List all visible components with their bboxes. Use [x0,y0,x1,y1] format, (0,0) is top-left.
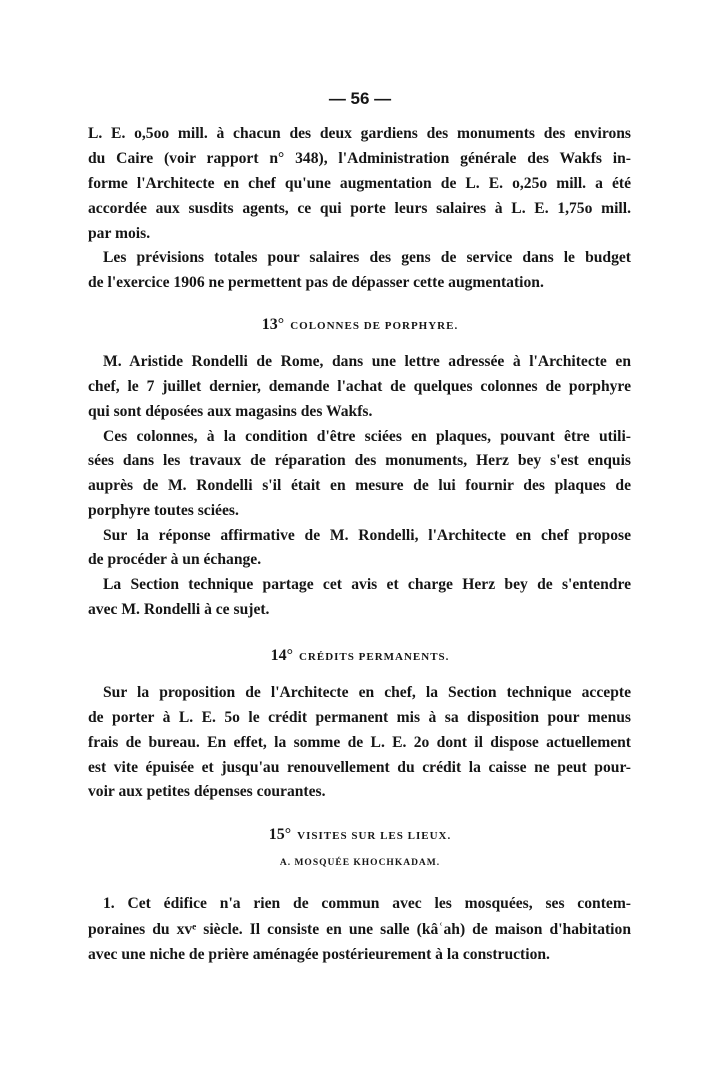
subsection-heading: A. MOSQUÉE KHOCHKADAM. [279,858,441,868]
text-line: qui sont déposées aux magasins des Wakfs. [88,403,373,420]
section-heading [0,826,720,844]
text-line: Ces colonnes, à la condition d'être sciées en plaques, pouvant être utili- [103,428,631,445]
text-line: voir aux petites dépenses courantes. [88,783,326,800]
text-line: Sur la proposition de l'Architecte en chef, la Section technique accepte [103,684,631,701]
text-line: M. Aristide Rondelli de Rome, dans une lettre adressée à l'Architecte en [103,353,631,370]
section-number: 15° [268,826,292,843]
text-line: porphyre toutes sciées. [88,502,239,519]
text-line: auprès de M. Rondelli s'il était en mesure de lui fournir des plaques de [88,477,631,494]
section-heading [0,316,720,334]
text-line: avec M. Rondelli à ce sujet. [88,601,270,618]
section-number: 14° [270,647,293,664]
text-line: La Section technique partage cet avis et charge Herz bey de s'entendre [103,576,631,593]
section-title: COLONNES DE PORPHYRE. [290,320,459,332]
text-line: forme l'Architecte en chef qu'une augmentation de L. E. o,25o mill. a été [88,175,631,192]
text-line: du Caire (voir rapport n° 348), l'Administration générale des Wakfs in- [88,150,631,167]
section-title: CRÉDITS PERMANENTS. [298,651,450,663]
text-line: chef, le 7 juillet dernier, demande l'achat de quelques colonnes de porphyre [88,378,631,395]
text-line: frais de bureau. En effet, la somme de L. E. 2o dont il dispose actuellement [88,734,631,751]
text-line: 1. Cet édifice n'a rien de commun avec les mosquées, ses contem- [103,895,631,912]
text-line: par mois. [88,225,151,242]
text-line: de l'exercice 1906 ne permettent pas de dépasser cette augmentation. [88,274,544,291]
section-heading [0,647,720,665]
text-line: de procéder à un échange. [88,551,262,568]
text-line: Sur la réponse affirmative de M. Rondelli, l'Architecte en chef propose [103,527,631,544]
text-line: Les prévisions totales pour salaires des gens de service dans le budget [103,249,631,266]
text-line: L. E. o,5oo mill. à chacun des deux gardiens des monuments des environs [88,125,631,142]
text-line: est vite épuisée et jusqu'au renouvellement du crédit la caisse ne peut pour- [88,759,631,776]
section-title: VISITES SUR LES LIEUX. [297,830,452,842]
text-line: poraines du xvᵉ siècle. Il consiste en une salle (kâʿah) de maison d'habitation [88,921,631,938]
text-line: de porter à L. E. 5o le crédit permanent mis à sa disposition pour menus [88,709,631,726]
page-number: — 56 — [328,89,392,108]
text-line: sées dans les travaux de réparation des monuments, Herz bey s'est enquis [88,452,631,469]
text-line: avec une niche de prière aménagée postérieurement à la construction. [88,946,550,963]
text-line: accordée aux susdits agents, ce qui porte leurs salaires à L. E. 1,75o mill. [88,200,631,217]
section-number: 13° [261,316,285,333]
